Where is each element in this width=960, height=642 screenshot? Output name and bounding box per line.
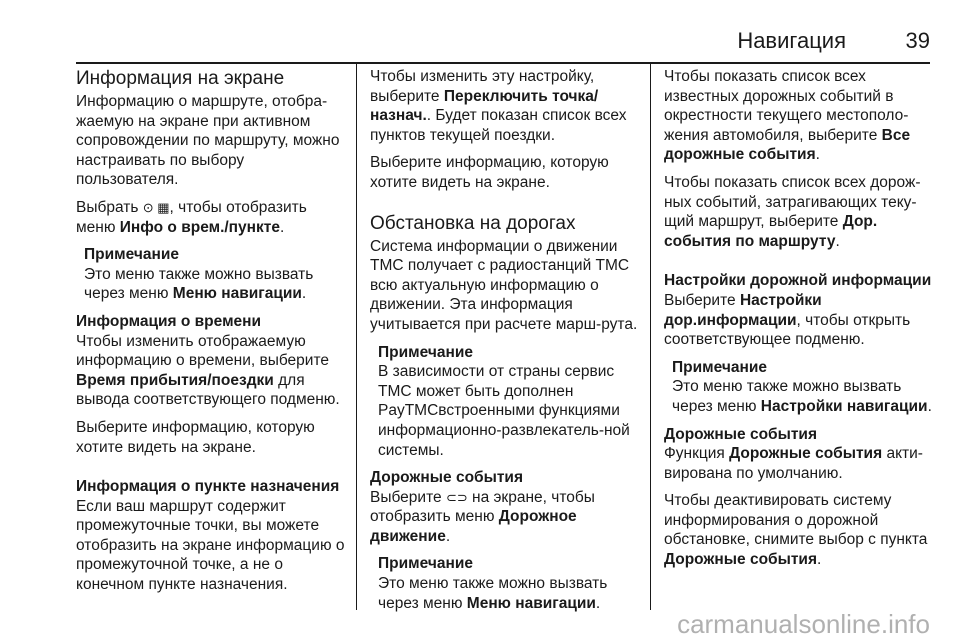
- paragraph: Система информации о движении TMC получает с радиостанций TMC всю актуальную информацию о движении. Эта информация учитывается при расчете марш-рута.: [370, 237, 638, 333]
- heading-traffic-events: Дорожные события: [370, 469, 524, 487]
- note: Примечание Это меню также можно вызвать через меню Меню навигации.: [378, 555, 608, 612]
- paragraph: Чтобы показать список всех дорож-ных событий, затрагивающих теку-щий маршрут, выберите Дор. события по маршруту.: [664, 173, 921, 250]
- note: Примечание Это меню также можно вызвать через меню Настройки навигации.: [672, 358, 932, 415]
- column-divider-1: [356, 64, 357, 610]
- paragraph: Чтобы изменить эту настройку, выберите Переключить точка/назнач.. Будет показан список всех пунктов текущей поездки.: [370, 68, 627, 144]
- paragraph: Чтобы показать список всех известных дорожных событий в окрестности текущего местополо-жения автомобиля, выберите Все дорожные события.: [664, 68, 911, 164]
- paragraph: Если ваш маршрут содержит промежуточные точки, вы можете отобразить на экране информацию о промежуточной точке, а не о конечном пункте назначения.: [76, 497, 345, 594]
- section-title: Навигация: [737, 28, 846, 53]
- column-3: [664, 64, 936, 578]
- traffic-icon: ⊂⊃: [445, 489, 468, 505]
- heading-screen-info: Информация на экране: [76, 68, 285, 89]
- nav-info-icon: ⊙ ▦: [142, 199, 170, 215]
- page-header: [76, 0, 930, 56]
- column-2: [370, 64, 640, 621]
- note: Примечание Это меню также можно вызвать через меню Меню навигации.: [84, 246, 314, 303]
- paragraph: Информацию о маршруте, отобра-жаемую на экране при активном сопровождении по маршруту, можно настраивать по выбору пользователя.: [76, 93, 340, 189]
- paragraph: Выберите Настройки дор.информации, чтобы открыть соответствующее подменю.: [664, 291, 911, 349]
- paragraph: Функция Дорожные события акти-вирована по умолчанию.: [664, 445, 923, 482]
- column-1: [76, 64, 346, 603]
- heading-destination-info: Информация о пункте назначения: [76, 478, 340, 496]
- paragraph: Выбрать ⊙ ▦, чтобы отобразить меню Инфо о врем./пункте.: [76, 198, 307, 236]
- paragraph: Выберите ⊂⊃ на экране, чтобы отобразить меню Дорожное движение.: [370, 488, 595, 545]
- watermark: carmanualsonline.info: [677, 609, 930, 639]
- page-number: 39: [905, 28, 930, 53]
- paragraph: Выберите информацию, которую хотите видеть на экране.: [76, 418, 315, 456]
- paragraph: Выберите информацию, которую хотите видеть на экране.: [370, 154, 609, 191]
- heading-traffic: Обстановка на дорогах: [370, 212, 576, 234]
- paragraph: Чтобы деактивировать систему информирования о дорожной обстановке, снимите выбор с пункта Дорожные события.: [664, 492, 928, 569]
- note: Примечание В зависимости от страны сервис TMC может быть дополнен PayTMCвстроенными функциями информационно-развлекатель-ной системы.: [378, 343, 630, 459]
- heading-traffic-events: Дорожные события: [664, 425, 818, 443]
- heading-time-info: Информация о времени: [76, 312, 262, 330]
- heading-traffic-settings: Настройки дорожной информации: [664, 272, 932, 290]
- paragraph: Чтобы изменить отображаемую информацию о времени, выберите Время прибытия/поездки для вывода соответствующего подменю.: [76, 332, 340, 409]
- column-divider-2: [650, 64, 651, 610]
